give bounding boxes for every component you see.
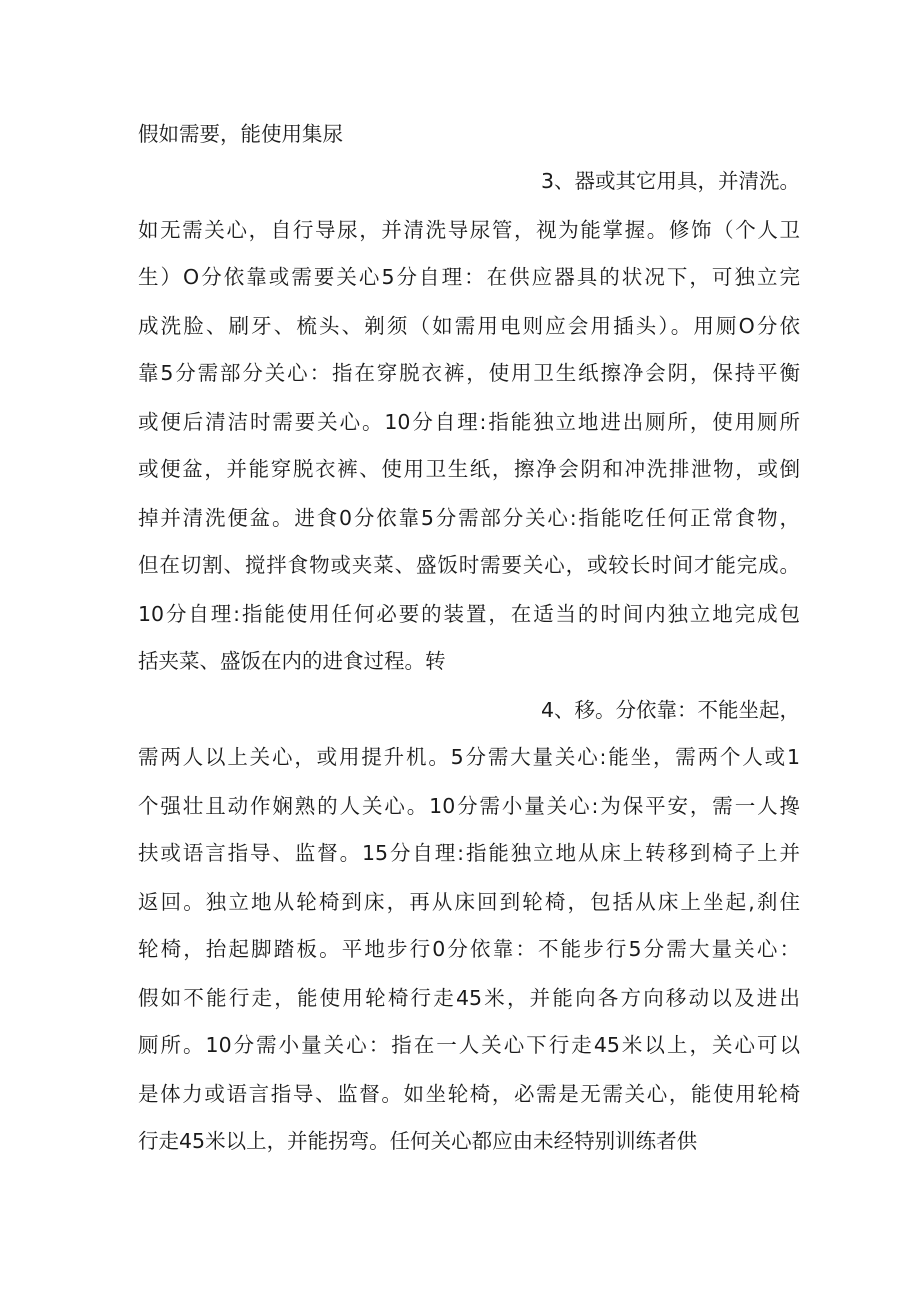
text-line-20: 厕所。10分需小量关心：指在一人关心下行走45米以上，关心可以 <box>138 1033 800 1057</box>
text-line-6: 靠5分需部分关心：指在穿脱衣裤，使用卫生纸擦净会阴，保持平衡 <box>138 361 800 385</box>
text-line-10: 但在切割、搅拌食物或夹菜、盛饭时需要关心，或较长时间才能完成。 <box>138 553 800 577</box>
text-line-7: 或便后清洁时需要关心。10分自理:指能独立地进出厕所，使用厕所 <box>138 410 800 434</box>
text-line-3: 如无需关心，自行导尿，并清洗导尿管，视为能掌握。修饰（个人卫 <box>138 218 800 242</box>
text-line-16: 扶或语言指导、监督。15分自理:指能独立地从床上转移到椅子上并 <box>138 841 800 865</box>
text-line-9: 掉并清洗便盆。进食0分依靠5分需部分关心:指能吃任何正常食物， <box>138 506 800 530</box>
text-line-4: 生）O分依靠或需要关心5分自理：在供应器具的状况下，可独立完 <box>138 265 800 289</box>
text-line-17: 返回。独立地从轮椅到床，再从床回到轮椅，包括从床上坐起,刹住 <box>138 890 800 914</box>
text-line-13: 4、移。分依靠：不能坐起， <box>540 698 800 722</box>
text-line-14: 需两人以上关心，或用提升机。5分需大量关心:能坐，需两个人或1 <box>138 745 800 769</box>
text-line-11: 10分自理:指能使用任何必要的装置，在适当的时间内独立地完成包 <box>138 602 800 626</box>
text-line-18: 轮椅，抬起脚踏板。平地步行0分依靠：不能步行5分需大量关心： <box>138 937 800 961</box>
text-line-21: 是体力或语言指导、监督。如坐轮椅，必需是无需关心，能使用轮椅 <box>138 1082 800 1106</box>
text-line-19: 假如不能行走，能使用轮椅行走45米，并能向各方向移动以及进出 <box>138 986 800 1010</box>
text-line-8: 或便盆，并能穿脱衣裤、使用卫生纸，擦净会阴和冲洗排泄物，或倒 <box>138 457 800 481</box>
text-line-5: 成洗脸、刷牙、梳头、剃须（如需用电则应会用插头）。用厕O分依 <box>138 314 800 338</box>
text-line-22: 行走45米以上，并能拐弯。任何关心都应由未经特别训练者供 <box>138 1129 698 1153</box>
text-line-2: 3、器或其它用具，并清洗。 <box>540 169 800 193</box>
text-line-12: 括夹菜、盛饭在内的进食过程。转 <box>138 649 446 673</box>
text-line-15: 个强壮且动作娴熟的人关心。10分需小量关心:为保平安，需一人搀 <box>138 794 800 818</box>
text-line-1: 假如需要，能使用集尿 <box>138 122 343 146</box>
